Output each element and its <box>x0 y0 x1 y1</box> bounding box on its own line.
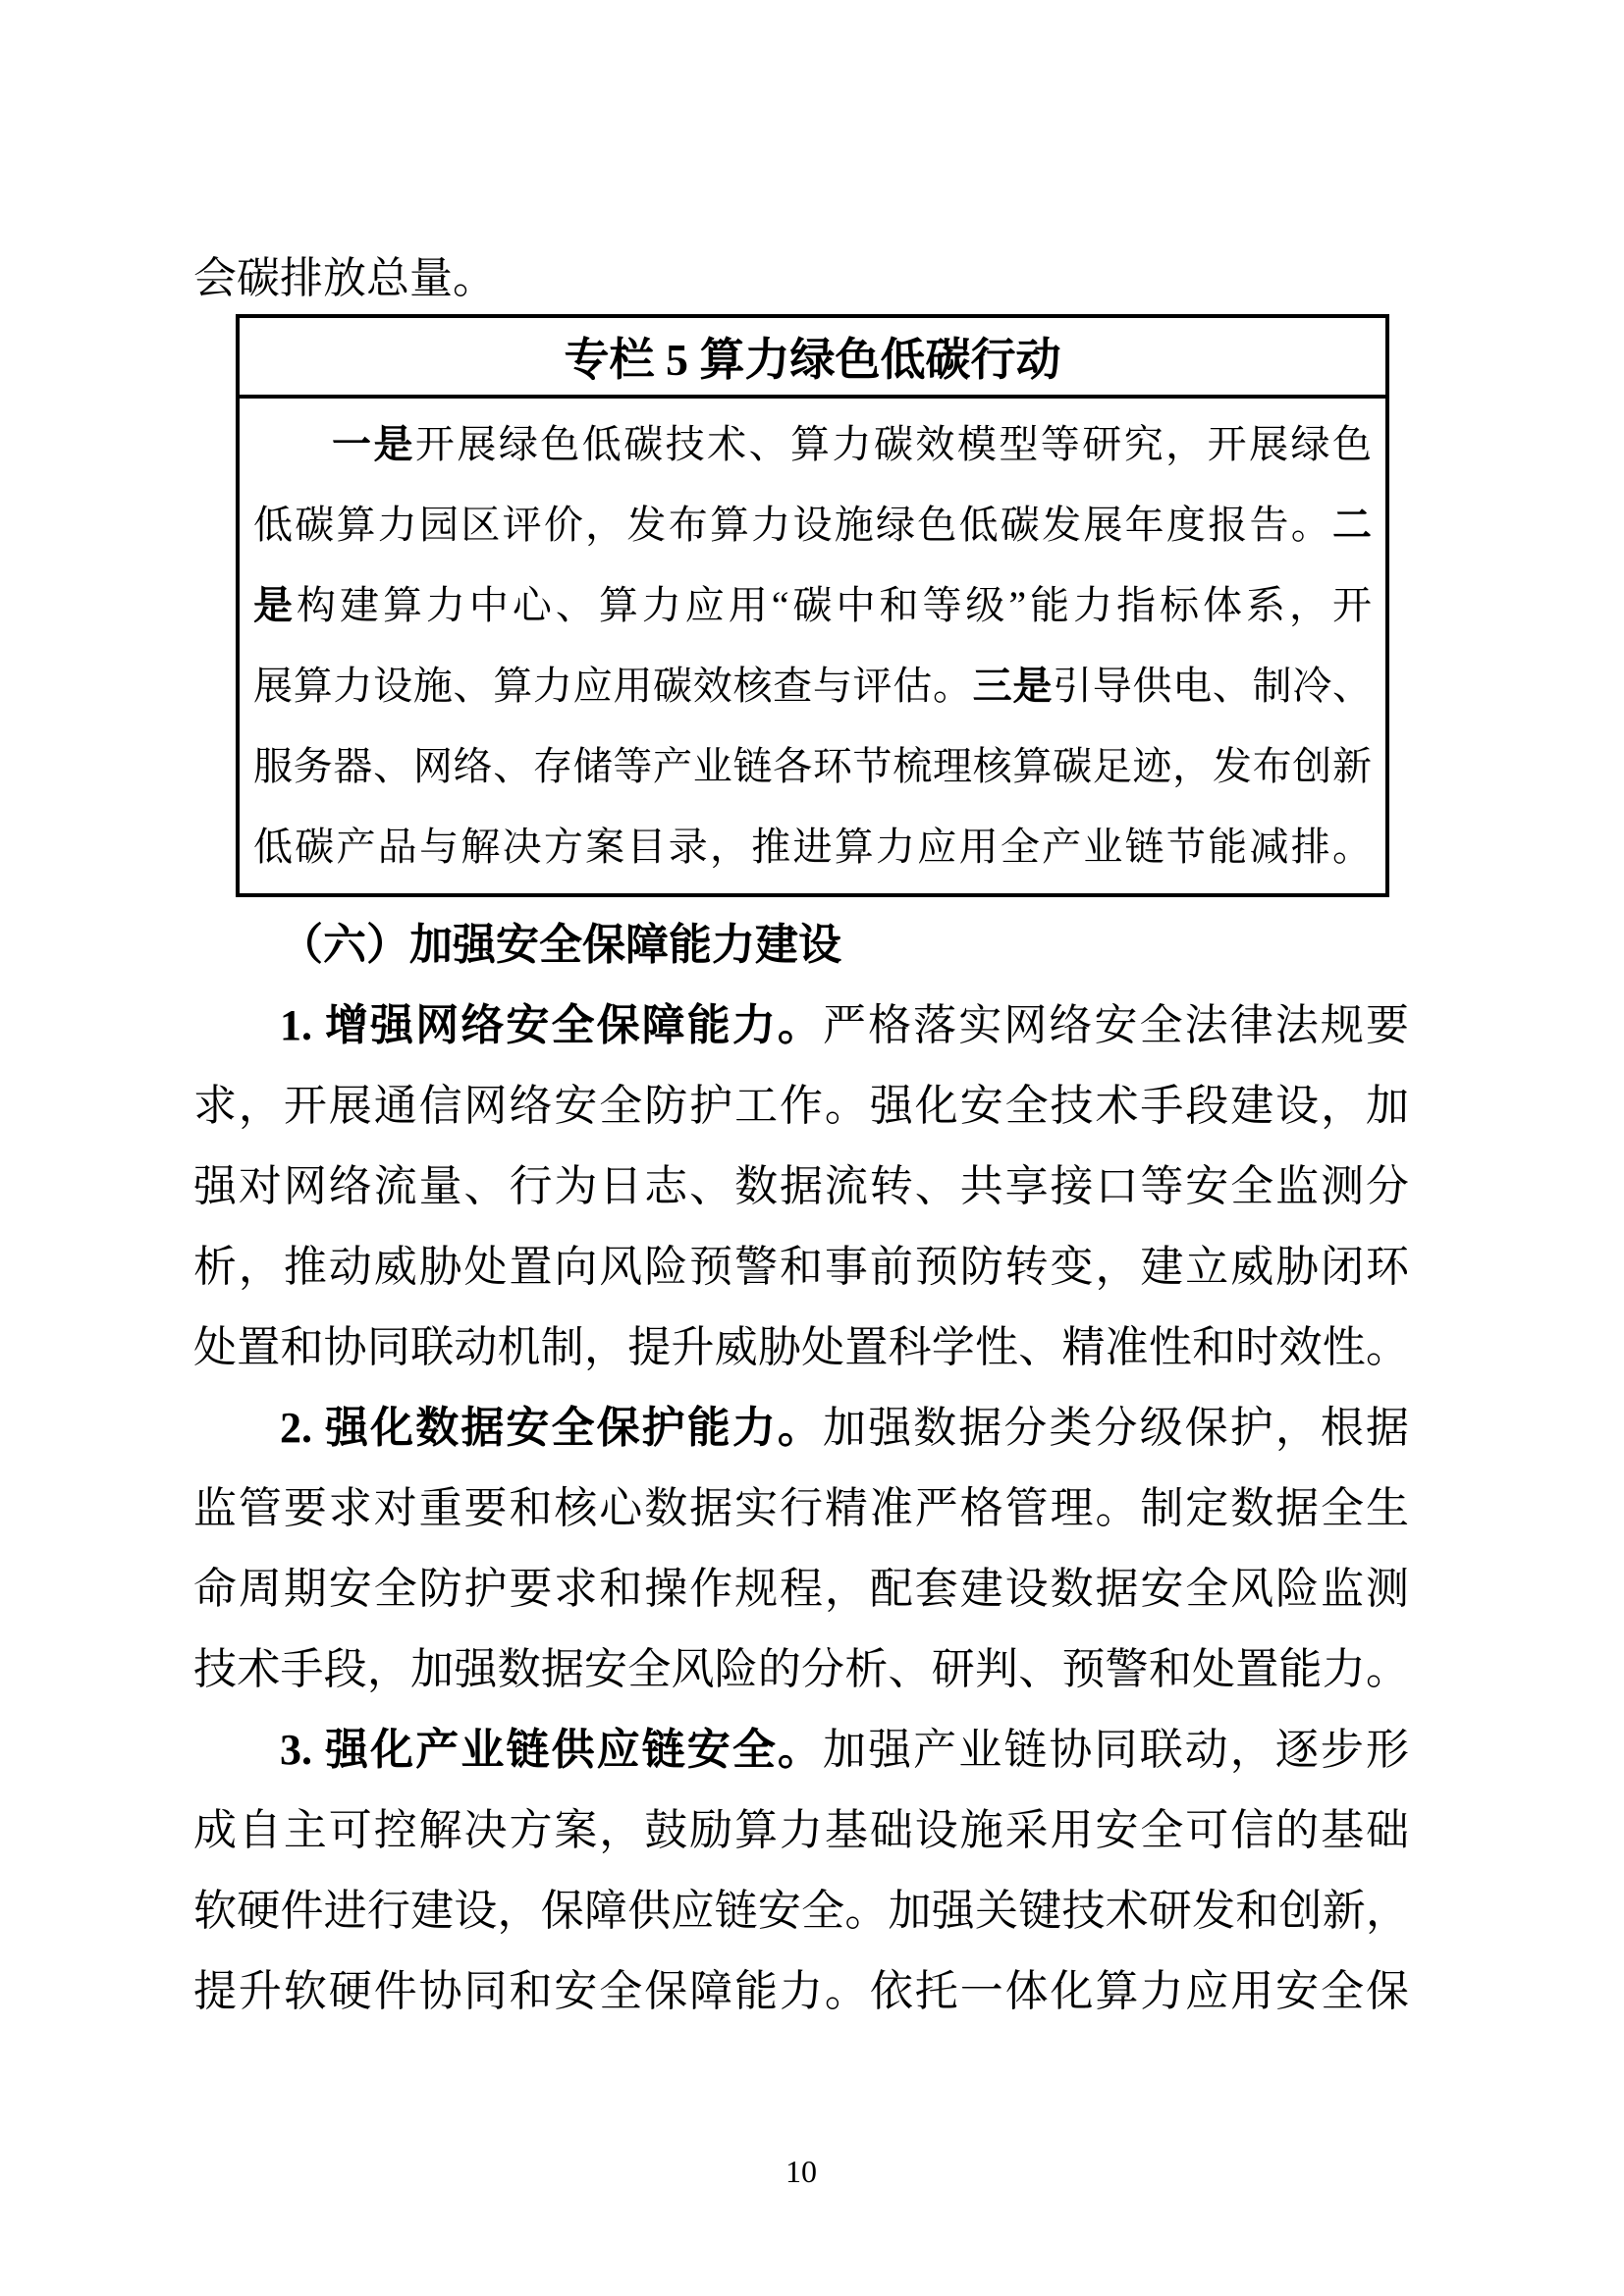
bold-text-segment: 二 <box>1332 503 1372 547</box>
text-line <box>193 1790 1409 1871</box>
text-segment: 成自主可控解决方案，鼓励算力基础设施采用安全可信的基础 <box>193 1806 1409 1854</box>
bold-text-segment: 1. 增强网络安全保障能力。 <box>280 1001 823 1049</box>
bold-text-segment: 2. 强化数据安全保护能力。 <box>280 1404 823 1452</box>
text-line <box>193 1549 1409 1629</box>
text-segment: 展算力设施、算力应用碳效核查与评估。 <box>253 664 973 708</box>
text-segment: 低碳算力园区评价，发布算力设施绿色低碳发展年度报告。 <box>253 503 1332 547</box>
text-segment: 服务器、网络、存储等产业链各环节梳理核算碳足迹，发布创新 <box>253 744 1372 788</box>
box-body <box>240 399 1385 893</box>
text-line <box>193 1388 1409 1468</box>
page-number: 10 <box>785 2154 817 2189</box>
bold-text-segment: 是 <box>253 583 297 627</box>
paragraph-data-security <box>193 1388 1409 1710</box>
callout-box <box>236 314 1389 897</box>
text-segment: 严格落实网络安全法律法规要 <box>823 1001 1409 1049</box>
text-segment: 处置和协同联动机制，提升威胁处置科学性、精准性和时效性。 <box>193 1323 1409 1371</box>
text-segment: 构建算力中心、算力应用“碳中和等级”能力指标体系，开 <box>296 583 1372 627</box>
section-heading: （六）加强安全保障能力建设 <box>280 921 841 969</box>
text-line <box>193 1468 1409 1549</box>
text-line <box>193 1951 1409 2032</box>
section-security <box>193 905 1409 2032</box>
text-segment: 监管要求对重要和核心数据实行精准严格管理。制定数据全生 <box>193 1484 1409 1532</box>
text-segment: 开展绿色低碳技术、算力碳效模型等研究，开展绿色 <box>414 422 1373 466</box>
intro-text: 会碳排放总量。 <box>193 254 496 302</box>
bold-text-segment: 3. 强化产业链供应链安全。 <box>280 1726 823 1774</box>
text-segment: 技术手段，加强数据安全风险的分析、研判、预警和处置能力。 <box>193 1645 1409 1693</box>
text-segment: 引导供电、制冷、 <box>1053 664 1373 708</box>
text-line <box>253 646 1372 726</box>
text-segment: 低碳产品与解决方案目录，推进算力应用全产业链节能减排。 <box>253 825 1372 869</box>
text-line <box>193 1710 1409 1790</box>
text-line <box>193 1227 1409 1308</box>
text-segment: 命周期安全防护要求和操作规程，配套建设数据安全风险监测 <box>193 1565 1409 1613</box>
text-line <box>193 1066 1409 1147</box>
document-page <box>193 251 1409 2191</box>
text-line <box>253 404 1372 485</box>
text-segment: 析，推动威胁处置向风险预警和事前预防转变，建立威胁闭环 <box>193 1243 1409 1291</box>
text-segment: 求，开展通信网络安全防护工作。强化安全技术手段建设，加 <box>193 1082 1409 1130</box>
text-line <box>193 1147 1409 1227</box>
paragraph-supply-chain-security <box>193 1710 1409 2032</box>
text-line <box>193 1871 1409 1951</box>
text-line <box>193 986 1409 1066</box>
bold-text-segment: 一是 <box>332 422 415 466</box>
text-line <box>193 1308 1409 1388</box>
text-segment: 加强数据分类分级保护，根据 <box>823 1404 1409 1452</box>
text-line <box>253 485 1372 565</box>
box-title: 专栏 5 算力绿色低碳行动 <box>240 318 1385 399</box>
text-segment: 提升软硬件协同和安全保障能力。依托一体化算力应用安全保 <box>193 1967 1409 2015</box>
paragraph-network-security <box>193 986 1409 1388</box>
text-segment: 强对网络流量、行为日志、数据流转、共享接口等安全监测分 <box>193 1162 1409 1210</box>
text-segment: 软硬件进行建设，保障供应链安全。加强关键技术研发和创新， <box>193 1887 1409 1935</box>
text-segment: 加强产业链协同联动，逐步形 <box>823 1726 1409 1774</box>
text-line <box>193 1629 1409 1710</box>
text-line <box>253 807 1372 887</box>
bold-text-segment: 三是 <box>972 664 1054 708</box>
text-line <box>253 726 1372 807</box>
text-line <box>253 565 1372 646</box>
